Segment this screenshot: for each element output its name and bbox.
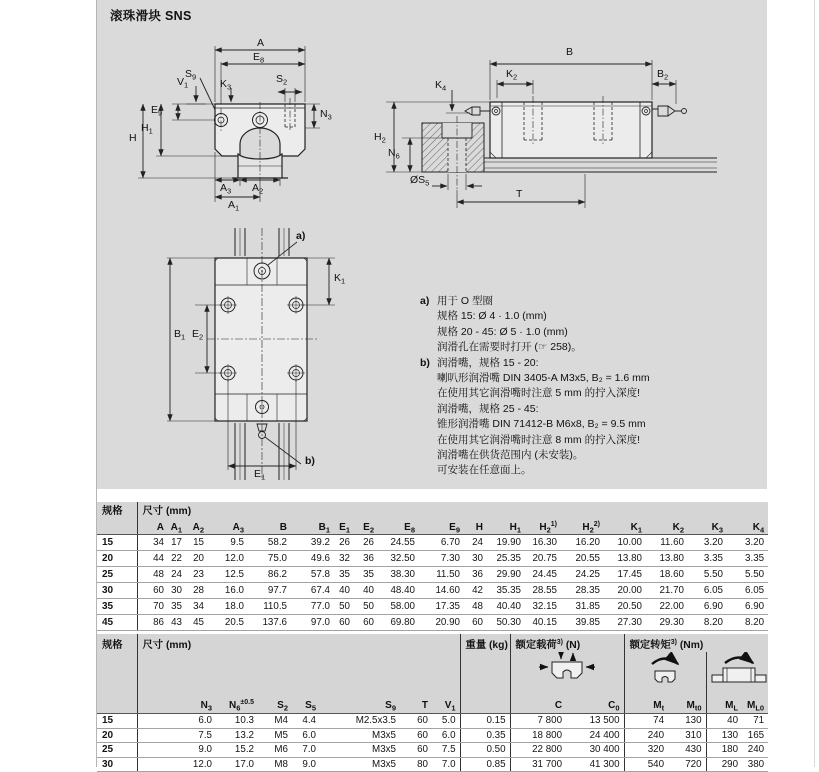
value-cell: 11.50 [419,567,464,583]
value-cell: 97.7 [248,583,291,599]
value-cell: 20.90 [419,615,464,631]
column-header: $S_2$ [258,691,292,714]
column-header: $E_2$ [354,517,378,535]
value-cell: 13.2 [216,728,258,743]
column-header: T [400,691,432,714]
value-cell: 12.5 [208,567,248,583]
value-cell: M5 [258,728,292,743]
value-cell: 22 800 [510,743,566,758]
column-header: $C_0$ [566,691,624,714]
dimension-group-header: 尺寸 (mm) [137,502,768,517]
table-row [97,714,768,729]
load-rating-group-header: 额定载荷$^{3)}$ (N) [510,634,624,652]
value-cell: 74 [624,714,668,729]
longitudinal-moment-side-icon [707,652,769,691]
value-cell: 60 [354,615,378,631]
dimensions-table [97,502,768,631]
size-column-header: 规格 [97,502,137,517]
value-cell: 32.50 [378,551,419,567]
torsional-moment-icon [624,652,706,691]
column-header: H [464,517,487,535]
value-cell: 42 [464,583,487,599]
value-cell: M3x5 [320,728,400,743]
column-header: $M_L$ [706,691,742,714]
note-text-line: 在使用其它润滑嘴时注意 8 mm 的拧入深度! [437,433,641,446]
value-cell: 12.0 [208,551,248,567]
value-cell: 7 800 [510,714,566,729]
value-cell: 720 [668,757,706,772]
value-cell: 165 [742,728,768,743]
table-header-row [97,502,768,517]
size-cell: 20 [97,728,137,743]
value-cell: 86.2 [248,567,291,583]
column-header: $V_1$ [432,691,460,714]
value-cell: 75.0 [248,551,291,567]
column-header: $N_6^{\pm 0.5}$ [216,691,258,714]
value-cell: 16.20 [561,535,604,551]
value-cell: 32.15 [525,599,561,615]
dim-label-A2: $A_2$ [252,182,264,196]
value-cell: 28 [186,583,208,599]
column-header: $K_2$ [646,517,688,535]
value-cell: 60 [464,615,487,631]
value-cell: 48.40 [378,583,419,599]
value-cell: 130 [706,728,742,743]
column-header: C [510,691,566,714]
note-text-line: 在使用其它润滑嘴时注意 5 mm 的拧入深度! [437,387,641,400]
value-cell: 18.0 [208,599,248,615]
dim-label-S5: $ØS_5$ [410,174,430,188]
value-cell: 20.5 [208,615,248,631]
size-cell: 25 [97,743,137,758]
size-cell: 15 [97,535,137,551]
value-cell: 26 [354,535,378,551]
note-text-line: 润滑嘴，规格 15 - 20: [437,356,539,369]
value-cell: 40 [354,583,378,599]
value-cell: 32 [334,551,354,567]
note-text-line: 规格 15: Ø 4 · 1.0 (mm) [437,310,547,323]
dim-label-A: A [257,37,265,49]
value-cell: 35 [354,567,378,583]
value-cell: 24.55 [378,535,419,551]
value-cell: 28.55 [525,583,561,599]
note-a [420,294,766,356]
value-cell: 0.50 [460,743,510,758]
table-row [97,599,768,615]
column-header: $N_3$ [137,691,216,714]
note-text-line: 润滑嘴，规格 25 - 45: [437,402,539,415]
value-cell: 40.40 [487,599,525,615]
value-cell: 22 [168,551,186,567]
value-cell: 5.50 [727,567,768,583]
callout-label-a: a) [296,230,306,242]
column-letters-row [97,691,768,714]
callout-label-b: b) [305,455,315,467]
value-cell: 240 [624,728,668,743]
value-cell: 40 [706,714,742,729]
value-cell: 60 [334,615,354,631]
column-header: B [248,517,291,535]
value-cell: 6.05 [727,583,768,599]
value-cell: 50 [354,599,378,615]
value-cell: 3.35 [688,551,727,567]
side-view-drawing [372,40,717,222]
dim-label-S9: $S_9$ [185,68,197,82]
column-header: $S_5$ [292,691,320,714]
value-cell: 17 [168,535,186,551]
value-cell: 380 [742,757,768,772]
column-letters-row [97,517,768,535]
value-cell: 80 [400,757,432,772]
value-cell: 13 500 [566,714,624,729]
note-text-line: 用于 O 型圈 [437,295,494,307]
value-cell: 30 400 [566,743,624,758]
note-text-line: 可安装在任意面上。 [437,464,532,477]
table-row [97,551,768,567]
value-cell: 17.0 [216,757,258,772]
value-cell: 38.30 [378,567,419,583]
value-cell: 110.5 [248,599,291,615]
value-cell: 9.0 [292,757,320,772]
longitudinal-moment-icons [706,652,768,691]
value-cell: 34 [186,599,208,615]
note-text-line: 锥形润滑嘴 DIN 71412-B M6x8, B₂ = 9.5 mm [437,418,646,431]
dim-label-K3: $K_3$ [220,78,232,92]
dim-label-H2: $H_2$ [374,131,386,145]
value-cell: 430 [668,743,706,758]
torque-rating-group-header: 额定转矩$^{3)}$ (Nm) [624,634,768,652]
value-cell: 48 [464,599,487,615]
value-cell: 20.00 [604,583,646,599]
table-row [97,567,768,583]
value-cell: 320 [624,743,668,758]
value-cell: 3.20 [688,535,727,551]
column-header: $A_2$ [186,517,208,535]
value-cell: 20 [186,551,208,567]
value-cell: 77.0 [291,599,334,615]
value-cell: 20.50 [604,599,646,615]
value-cell: M4 [258,714,292,729]
value-cell: 58.00 [378,599,419,615]
value-cell: 24.25 [561,567,604,583]
side-view-graphic [372,40,717,222]
note-text-line: 润滑嘴在供货范围内 (未安装)。 [437,449,584,462]
value-cell: M6 [258,743,292,758]
value-cell: 97.0 [291,615,334,631]
value-cell: 18 800 [510,728,566,743]
value-cell: 19.90 [487,535,525,551]
value-cell: 6.0 [137,714,216,729]
value-cell: 0.35 [460,728,510,743]
value-cell: 10.00 [604,535,646,551]
column-header: $A_1$ [168,517,186,535]
table-row [97,583,768,599]
column-header: $S_9$ [320,691,400,714]
value-cell: 6.90 [727,599,768,615]
value-cell: 7.0 [292,743,320,758]
value-cell: 43 [168,615,186,631]
value-cell: 60 [400,714,432,729]
value-cell: 10.3 [216,714,258,729]
value-cell: M3x5 [320,757,400,772]
dim-label-E9: $E_9$ [151,104,163,118]
value-cell: 8.20 [727,615,768,631]
value-cell: 24 [464,535,487,551]
value-cell: 60 [400,743,432,758]
value-cell: 40 [334,583,354,599]
dim-label-T: T [516,188,523,200]
value-cell: 6.70 [419,535,464,551]
size-cell: 45 [97,615,137,631]
dim-label-A3: $A_3$ [220,182,232,196]
value-cell: 27.30 [604,615,646,631]
value-cell: 13.80 [646,551,688,567]
column-header: $A_3$ [208,517,248,535]
value-cell: 0.85 [460,757,510,772]
dimensions-table-wrap [97,502,768,631]
value-cell: 180 [706,743,742,758]
value-cell: 9.0 [137,743,216,758]
value-cell: 24 400 [566,728,624,743]
table-row [97,615,768,631]
value-cell: 29.90 [487,567,525,583]
table-header-row [97,634,768,652]
note-b-marker: b) [420,356,430,369]
column-header: $B_1$ [291,517,334,535]
value-cell: 69.80 [378,615,419,631]
dim-label-E8: $E_8$ [253,51,265,65]
note-text-line: 润滑孔在需要时打开 (☞ 258)。 [437,341,582,354]
value-cell: 35 [334,567,354,583]
dim-label-N3: $N_3$ [320,108,332,122]
value-cell: 4.4 [292,714,320,729]
value-cell: 35 [168,599,186,615]
weight-column-header [460,691,510,714]
value-cell: 17.45 [604,567,646,583]
value-cell: 86 [137,615,168,631]
dim-label-S2: $S_2$ [276,73,288,87]
column-header: $H_2^{2)}$ [561,517,604,535]
value-cell: 6.0 [432,728,460,743]
dim-label-K2: $K_2$ [506,68,518,82]
value-cell: M2.5x3.5 [320,714,400,729]
value-cell: 6.0 [292,728,320,743]
value-cell: 50.30 [487,615,525,631]
value-cell: 16.0 [208,583,248,599]
weight-group-header: 重量 (kg) [460,634,510,652]
value-cell: 9.5 [208,535,248,551]
value-cell: 71 [742,714,768,729]
column-header: $M_t$ [624,691,668,714]
value-cell: 137.6 [248,615,291,631]
value-cell: 25.35 [487,551,525,567]
value-cell: 15.2 [216,743,258,758]
value-cell: 36 [354,551,378,567]
value-cell: 7.30 [419,551,464,567]
column-header: $M_{L0}$ [742,691,768,714]
value-cell: 44 [137,551,168,567]
dim-label-A1: $A_1$ [228,199,240,213]
table-row [97,728,768,743]
table-row [97,743,768,758]
value-cell: 67.4 [291,583,334,599]
value-cell: 36 [464,567,487,583]
value-cell: 15 [186,535,208,551]
size-column-header: 规格 [97,634,137,652]
dim-label-K4: $K_4$ [435,79,447,93]
dim-label-N6: $N_6$ [388,147,400,161]
value-cell: 58.2 [248,535,291,551]
value-cell: 20.75 [525,551,561,567]
value-cell: 11.60 [646,535,688,551]
note-b [420,356,766,479]
value-cell: 57.8 [291,567,334,583]
value-cell: 310 [668,728,706,743]
value-cell: 130 [668,714,706,729]
value-cell: 6.05 [688,583,727,599]
value-cell: 3.20 [727,535,768,551]
value-cell: 7.0 [432,757,460,772]
load-ratings-table-wrap [97,634,768,772]
size-cell: 35 [97,599,137,615]
column-header: $M_{t0}$ [668,691,706,714]
dim-label-V1: $V_1$ [177,76,189,90]
value-cell: 5.50 [688,567,727,583]
size-cell: 30 [97,583,137,599]
size-cell: 25 [97,567,137,583]
value-cell: 45 [186,615,208,631]
value-cell: 30 [464,551,487,567]
column-header: A [137,517,168,535]
value-cell: 24.45 [525,567,561,583]
value-cell: 60 [400,728,432,743]
footnotes [420,294,766,479]
value-cell: 20.55 [561,551,604,567]
value-cell: 21.70 [646,583,688,599]
value-cell: 60 [137,583,168,599]
value-cell: 240 [742,743,768,758]
size-cell: 20 [97,551,137,567]
value-cell: 28.35 [561,583,604,599]
value-cell: 24 [168,567,186,583]
value-cell: 540 [624,757,668,772]
dim-label-B: B [566,46,574,58]
value-cell: 12.0 [137,757,216,772]
table-row [97,757,768,772]
load-directions-icon [510,652,624,691]
top-view-drawing [165,226,400,482]
dim-label-B1: $B_1$ [174,328,186,342]
value-cell: 23 [186,567,208,583]
column-header: $E_1$ [334,517,354,535]
value-cell: 3.35 [727,551,768,567]
size-cell: 30 [97,757,137,772]
column-header: $K_3$ [688,517,727,535]
value-cell: 22.00 [646,599,688,615]
value-cell: 26 [334,535,354,551]
dim-label-E2: $E_2$ [192,328,204,342]
value-cell: 16.30 [525,535,561,551]
column-header: $E_8$ [378,517,419,535]
value-cell: 13.80 [604,551,646,567]
value-cell: 30 [168,583,186,599]
value-cell: 34 [137,535,168,551]
value-cell: M8 [258,757,292,772]
note-text-line: 规格 20 - 45: Ø 5 · 1.0 (mm) [437,325,568,338]
column-header: $E_9$ [419,517,464,535]
dim-label-E1: $E_1$ [254,468,266,482]
page-title: 滚珠滑块 SNS [110,9,192,23]
value-cell: 7.5 [432,743,460,758]
value-cell: 70 [137,599,168,615]
value-cell: 14.60 [419,583,464,599]
load-ratings-table [97,634,768,772]
value-cell: 18.60 [646,567,688,583]
value-cell: 29.30 [646,615,688,631]
column-header: $H_1$ [487,517,525,535]
value-cell: 0.15 [460,714,510,729]
column-header: $K_4$ [727,517,768,535]
value-cell: 39.85 [561,615,604,631]
column-header: $H_2^{1)}$ [525,517,561,535]
dim-label-K1: $K_1$ [334,272,346,286]
dim-label-B2: $B_2$ [657,68,669,82]
page-right-rule [814,0,815,767]
value-cell: 39.2 [291,535,334,551]
value-cell: 35.35 [487,583,525,599]
value-cell: 17.35 [419,599,464,615]
front-view-drawing [128,32,390,228]
value-cell: 31 700 [510,757,566,772]
value-cell: 6.90 [688,599,727,615]
value-cell: 50 [334,599,354,615]
value-cell: M3x5 [320,743,400,758]
value-cell: 7.5 [137,728,216,743]
dim-label-H1: $H_1$ [141,122,153,136]
value-cell: 31.85 [561,599,604,615]
note-text-line: 喇叭形润滑嘴 DIN 3405-A M3x5, B₂ = 1.6 mm [437,372,650,385]
value-cell: 8.20 [688,615,727,631]
dim-label-H: H [129,132,137,144]
value-cell: 40.15 [525,615,561,631]
size-cell: 15 [97,714,137,729]
value-cell: 41 300 [566,757,624,772]
table-row [97,535,768,551]
value-cell: 5.0 [432,714,460,729]
value-cell: 48 [137,567,168,583]
icon-row [97,652,768,691]
column-header: $K_1$ [604,517,646,535]
value-cell: 290 [706,757,742,772]
dimension-group-header: 尺寸 (mm) [137,634,460,652]
top-view-graphic [165,226,400,482]
note-a-marker: a) [420,295,430,307]
value-cell: 49.6 [291,551,334,567]
